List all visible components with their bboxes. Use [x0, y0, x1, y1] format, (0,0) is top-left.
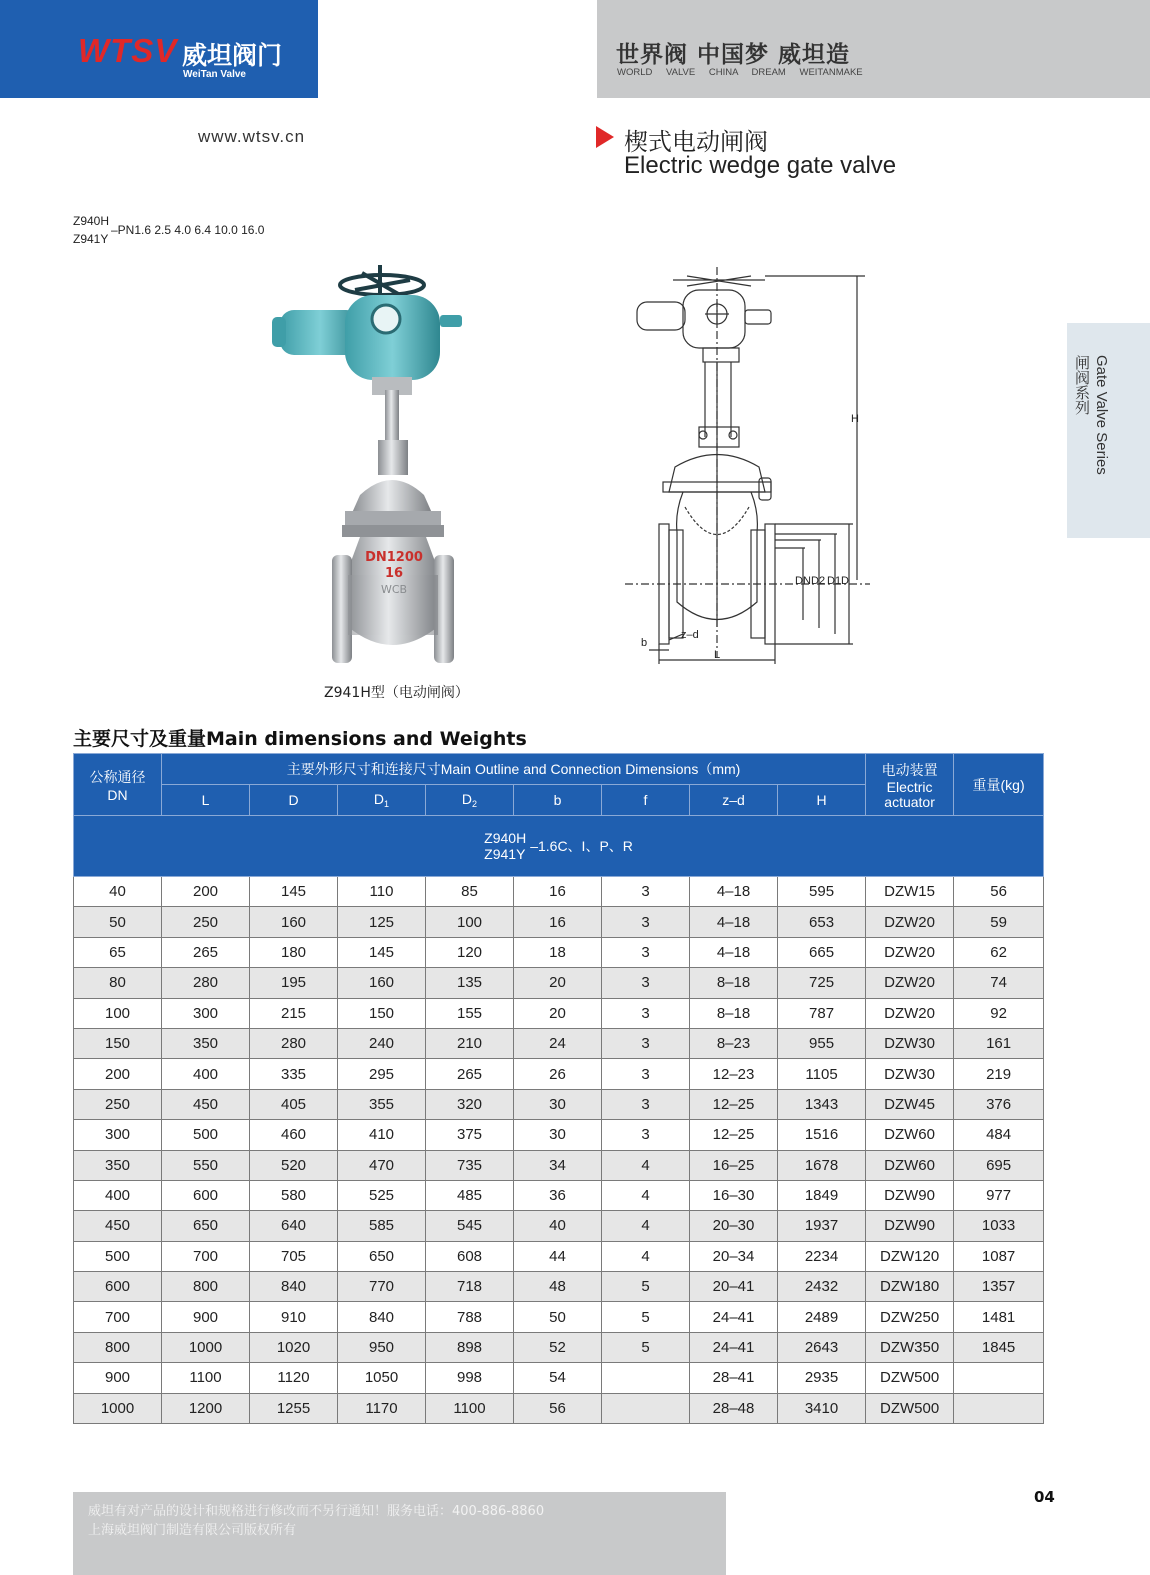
table-row [74, 907, 1044, 937]
dimensions-table [73, 753, 1044, 1424]
table-row [74, 1089, 1044, 1119]
table-cell: 460 [250, 1120, 338, 1150]
table-cell: DZW20 [866, 998, 954, 1028]
table-cell: 3 [602, 1059, 690, 1089]
table-cell: 1255 [250, 1393, 338, 1423]
table-cell: 135 [426, 968, 514, 998]
table-cell: 250 [74, 1089, 162, 1119]
table-cell: 1678 [778, 1150, 866, 1180]
slogan-english: WORLD VALVE CHINA DREAM WEITANMAKE [617, 67, 863, 78]
table-cell: 2234 [778, 1241, 866, 1271]
table-cell: 545 [426, 1211, 514, 1241]
table-cell: 300 [162, 998, 250, 1028]
table-cell: 8–18 [690, 968, 778, 998]
table-cell: 20–34 [690, 1241, 778, 1271]
table-cell: 295 [338, 1059, 426, 1089]
table-row [74, 1211, 1044, 1241]
table-cell: 160 [250, 907, 338, 937]
table-cell: 595 [778, 877, 866, 907]
table-cell: 335 [250, 1059, 338, 1089]
table-cell: 59 [954, 907, 1044, 937]
table-cell: 100 [74, 998, 162, 1028]
table-cell: 650 [338, 1241, 426, 1271]
table-cell: 4–18 [690, 907, 778, 937]
table-cell: 700 [162, 1241, 250, 1271]
table-cell: DZW350 [866, 1332, 954, 1362]
table-cell: 1170 [338, 1393, 426, 1423]
table-cell: 500 [162, 1120, 250, 1150]
table-cell: 200 [162, 877, 250, 907]
table-cell: 898 [426, 1332, 514, 1362]
table-cell: 653 [778, 907, 866, 937]
table-cell: 3 [602, 1120, 690, 1150]
footer-copyright: 上海威坦阀门制造有限公司版权所有 [88, 1523, 297, 1538]
table-cell: 155 [426, 998, 514, 1028]
table-row [74, 937, 1044, 967]
table-cell: 280 [162, 968, 250, 998]
table-cell: 120 [426, 937, 514, 967]
table-cell: 1087 [954, 1241, 1044, 1271]
table-cell: 150 [338, 998, 426, 1028]
table-row [74, 877, 1044, 907]
table-cell: 28–48 [690, 1393, 778, 1423]
table-cell: 180 [250, 937, 338, 967]
table-cell: 3 [602, 968, 690, 998]
table-cell: 219 [954, 1059, 1044, 1089]
table-cell [954, 1393, 1044, 1423]
table-cell: DZW500 [866, 1363, 954, 1393]
table-cell: 3 [602, 1028, 690, 1058]
table-cell: 998 [426, 1363, 514, 1393]
table-cell: 8–18 [690, 998, 778, 1028]
table-cell: 300 [74, 1120, 162, 1150]
table-cell [954, 1363, 1044, 1393]
table-cell: 92 [954, 998, 1044, 1028]
table-cell: 12–25 [690, 1089, 778, 1119]
table-cell: 977 [954, 1180, 1044, 1210]
header-dn-en: DN [107, 786, 128, 803]
table-cell: 54 [514, 1363, 602, 1393]
table-cell: 145 [338, 937, 426, 967]
table-cell: DZW15 [866, 877, 954, 907]
title-arrow-icon [596, 126, 614, 148]
header-f: f [602, 785, 690, 816]
table-cell: 900 [74, 1363, 162, 1393]
table-cell: 1937 [778, 1211, 866, 1241]
table-cell: 355 [338, 1089, 426, 1119]
table-cell: DZW20 [866, 968, 954, 998]
table-row [74, 1150, 1044, 1180]
table-cell: 1849 [778, 1180, 866, 1210]
table-cell: 5 [602, 1272, 690, 1302]
table-cell: 4 [602, 1150, 690, 1180]
model-z941y: Z941Y [73, 232, 109, 246]
table-cell: 4 [602, 1180, 690, 1210]
valve-dimension-drawing [625, 262, 870, 672]
table-cell: 1343 [778, 1089, 866, 1119]
side-tab-label [1067, 323, 1115, 538]
table-cell: 3 [602, 1089, 690, 1119]
header-b: b [514, 785, 602, 816]
table-cell: 320 [426, 1089, 514, 1119]
logo-chinese-name: 威坦阀门 [182, 41, 283, 70]
table-cell: 787 [778, 998, 866, 1028]
table-row [74, 1302, 1044, 1332]
table-cell: 26 [514, 1059, 602, 1089]
slogan-chinese: 世界阀 中国梦 威坦造 [616, 42, 851, 68]
table-cell: 215 [250, 998, 338, 1028]
header-d1 [338, 785, 426, 816]
table-cell: 1200 [162, 1393, 250, 1423]
table-cell: 18 [514, 937, 602, 967]
table-cell: 695 [954, 1150, 1044, 1180]
table-cell: 8–23 [690, 1028, 778, 1058]
logo-english-name: WeiTan Valve [183, 69, 246, 80]
header-zd: z–d [690, 785, 778, 816]
table-cell: 4–18 [690, 877, 778, 907]
table-cell: 36 [514, 1180, 602, 1210]
table-cell: 525 [338, 1180, 426, 1210]
header-dn [74, 754, 162, 816]
table-cell: 200 [74, 1059, 162, 1089]
table-cell: 1100 [162, 1363, 250, 1393]
table-cell: 376 [954, 1089, 1044, 1119]
table-cell: 12–25 [690, 1120, 778, 1150]
table-cell: 350 [162, 1028, 250, 1058]
table-cell: 44 [514, 1241, 602, 1271]
drawing-label-d2: D2 [811, 575, 826, 587]
table-cell: 110 [338, 877, 426, 907]
table-title: 主要尺寸及重量Main dimensions and Weights [73, 728, 527, 750]
table-cell: DZW60 [866, 1150, 954, 1180]
table-cell: 1033 [954, 1211, 1044, 1241]
table-cell: 250 [162, 907, 250, 937]
table-cell: 20 [514, 968, 602, 998]
table-row [74, 1241, 1044, 1271]
table-cell: 700 [74, 1302, 162, 1332]
table-cell: 100 [426, 907, 514, 937]
table-cell: 3 [602, 998, 690, 1028]
table-cell: 400 [162, 1059, 250, 1089]
table-cell: DZW500 [866, 1393, 954, 1423]
table-cell: DZW120 [866, 1241, 954, 1271]
header-d: D [250, 785, 338, 816]
table-cell: 34 [514, 1150, 602, 1180]
table-cell: 800 [162, 1272, 250, 1302]
table-cell: 640 [250, 1211, 338, 1241]
table-cell: 770 [338, 1272, 426, 1302]
header-actuator [866, 754, 954, 816]
table-cell: 24–41 [690, 1302, 778, 1332]
table-cell: DZW90 [866, 1211, 954, 1241]
table-cell: 1000 [162, 1332, 250, 1362]
table-cell: 485 [426, 1180, 514, 1210]
table-cell: 125 [338, 907, 426, 937]
header-weight: 重量(kg) [954, 754, 1044, 816]
table-cell: 16–30 [690, 1180, 778, 1210]
table-cell: 240 [338, 1028, 426, 1058]
table-cell: 1357 [954, 1272, 1044, 1302]
table-row [74, 1332, 1044, 1362]
table-cell: 195 [250, 968, 338, 998]
table-cell: 405 [250, 1089, 338, 1119]
table-cell: 5 [602, 1332, 690, 1362]
table-cell: 161 [954, 1028, 1044, 1058]
table-cell: 4 [602, 1211, 690, 1241]
table-cell: 2432 [778, 1272, 866, 1302]
table-cell: DZW30 [866, 1059, 954, 1089]
table-cell: 450 [162, 1089, 250, 1119]
header-d2 [426, 785, 514, 816]
table-cell: 1120 [250, 1363, 338, 1393]
header-dimension-group: 主要外形尺寸和连接尺寸Main Outline and Connection Dimensions（mm) [162, 754, 866, 785]
group-suffix: –1.6C、I、P、R [530, 838, 633, 854]
table-cell: 20–41 [690, 1272, 778, 1302]
table-cell: 24 [514, 1028, 602, 1058]
table-cell: 16 [514, 907, 602, 937]
table-cell: 3 [602, 877, 690, 907]
table-cell: 608 [426, 1241, 514, 1271]
table-cell: 3 [602, 937, 690, 967]
product-title-cn: 楔式电动闸阀 [624, 128, 768, 156]
drawing-label-d: D [841, 575, 849, 587]
table-cell: DZW60 [866, 1120, 954, 1150]
header-actuator-en2: actuator [884, 793, 935, 810]
header-d1-base: D [373, 791, 385, 807]
table-cell: 735 [426, 1150, 514, 1180]
table-cell: 265 [426, 1059, 514, 1089]
table-cell: 4 [602, 1241, 690, 1271]
header-actuator-cn: 电动装置 [881, 761, 938, 778]
header-h: H [778, 785, 866, 816]
table-cell: 280 [250, 1028, 338, 1058]
table-cell: 40 [514, 1211, 602, 1241]
model-group-row [74, 816, 1044, 877]
table-cell: 4–18 [690, 937, 778, 967]
header-l: L [162, 785, 250, 816]
footer-notice: 威坦有对产品的设计和规格进行修改而不另行通知！服务电话：400-886-8860 [88, 1504, 545, 1519]
table-cell: 1100 [426, 1393, 514, 1423]
table-row [74, 968, 1044, 998]
table-cell: 500 [74, 1241, 162, 1271]
table-cell [602, 1363, 690, 1393]
logo-wtsv: WTSV [78, 32, 178, 69]
table-body [74, 877, 1044, 1424]
table-cell [602, 1393, 690, 1423]
table-cell: 840 [338, 1302, 426, 1332]
group-model-z940h: Z940H [484, 830, 527, 846]
table-cell: 28–41 [690, 1363, 778, 1393]
table-cell: 30 [514, 1089, 602, 1119]
table-cell: 50 [74, 907, 162, 937]
table-cell: 800 [74, 1332, 162, 1362]
table-cell: 85 [426, 877, 514, 907]
table-cell: 705 [250, 1241, 338, 1271]
photo-marking-material: WCB [380, 583, 408, 596]
table-cell: DZW90 [866, 1180, 954, 1210]
table-cell: 665 [778, 937, 866, 967]
table-cell: 20 [514, 998, 602, 1028]
photo-marking-dn: DN1200 [365, 550, 423, 565]
table-cell: 725 [778, 968, 866, 998]
table-cell: 1481 [954, 1302, 1044, 1332]
table-cell: 550 [162, 1150, 250, 1180]
table-cell: 484 [954, 1120, 1044, 1150]
table-cell: 160 [338, 968, 426, 998]
table-cell: DZW45 [866, 1089, 954, 1119]
table-cell: 56 [954, 877, 1044, 907]
table-cell: 910 [250, 1302, 338, 1332]
table-cell: 2935 [778, 1363, 866, 1393]
table-cell: 74 [954, 968, 1044, 998]
table-cell: 80 [74, 968, 162, 998]
photo-marking-pn: 16 [384, 566, 404, 581]
table-cell: 50 [514, 1302, 602, 1332]
photo-caption: Z941H型（电动闸阀） [324, 685, 469, 701]
group-model-z941y: Z941Y [484, 846, 526, 862]
table-row [74, 1120, 1044, 1150]
table-row [74, 998, 1044, 1028]
drawing-label-b: b [641, 637, 648, 649]
table-cell: 600 [74, 1272, 162, 1302]
table-cell: 20–30 [690, 1211, 778, 1241]
table-cell: 265 [162, 937, 250, 967]
website-url: www.wtsv.cn [198, 127, 306, 146]
table-row [74, 1272, 1044, 1302]
table-cell: 2643 [778, 1332, 866, 1362]
table-cell: 788 [426, 1302, 514, 1332]
table-cell: DZW20 [866, 937, 954, 967]
table-cell: 12–23 [690, 1059, 778, 1089]
table-cell: DZW30 [866, 1028, 954, 1058]
table-cell: 718 [426, 1272, 514, 1302]
table-cell: 585 [338, 1211, 426, 1241]
table-cell: 40 [74, 877, 162, 907]
table-row [74, 1059, 1044, 1089]
table-cell: 3410 [778, 1393, 866, 1423]
pressure-ratings: –PN1.6 2.5 4.0 6.4 10.0 16.0 [111, 223, 265, 237]
table-cell: 56 [514, 1393, 602, 1423]
table-cell: 375 [426, 1120, 514, 1150]
table-cell: 410 [338, 1120, 426, 1150]
table-cell: DZW20 [866, 907, 954, 937]
table-cell: 1020 [250, 1332, 338, 1362]
table-cell: 450 [74, 1211, 162, 1241]
header-d2-base: D [461, 791, 473, 807]
drawing-label-h: H [851, 413, 859, 425]
table-cell: 470 [338, 1150, 426, 1180]
table-cell: 1105 [778, 1059, 866, 1089]
table-cell: 955 [778, 1028, 866, 1058]
header-actuator-en1: Electric [886, 778, 933, 795]
drawing-label-l: L [714, 649, 721, 661]
drawing-label-zd: z–d [681, 629, 699, 641]
table-cell: 48 [514, 1272, 602, 1302]
table-cell: 950 [338, 1332, 426, 1362]
table-cell: 1000 [74, 1393, 162, 1423]
table-cell: 2489 [778, 1302, 866, 1332]
table-cell: 840 [250, 1272, 338, 1302]
table-cell: 520 [250, 1150, 338, 1180]
valve-photo [270, 255, 490, 670]
table-cell: 1516 [778, 1120, 866, 1150]
side-tab-cn: 闸阀系列 [1073, 355, 1090, 415]
product-title-en: Electric wedge gate valve [624, 152, 897, 179]
table-cell: 30 [514, 1120, 602, 1150]
page-number: 04 [1034, 1488, 1055, 1506]
table-cell: 65 [74, 937, 162, 967]
table-cell: 16–25 [690, 1150, 778, 1180]
table-row [74, 1363, 1044, 1393]
table-cell: 62 [954, 937, 1044, 967]
header-d2-subscript: 2 [472, 799, 478, 809]
drawing-label-d1: D1 [827, 575, 842, 587]
table-cell: 600 [162, 1180, 250, 1210]
table-cell: 3 [602, 907, 690, 937]
table-row [74, 1028, 1044, 1058]
drawing-label-dn: DN [795, 575, 811, 587]
table-cell: 650 [162, 1211, 250, 1241]
table-cell: DZW180 [866, 1272, 954, 1302]
table-cell: 24–41 [690, 1332, 778, 1362]
table-cell: 145 [250, 877, 338, 907]
table-cell: 5 [602, 1302, 690, 1332]
table-row [74, 1393, 1044, 1423]
header-dn-cn: 公称通径 [89, 768, 146, 785]
table-cell: 16 [514, 877, 602, 907]
table-row [74, 1180, 1044, 1210]
table-cell: 900 [162, 1302, 250, 1332]
table-cell: 52 [514, 1332, 602, 1362]
table-cell: 400 [74, 1180, 162, 1210]
table-cell: 1845 [954, 1332, 1044, 1362]
table-cell: 350 [74, 1150, 162, 1180]
header-d1-subscript: 1 [384, 799, 390, 809]
table-cell: 1050 [338, 1363, 426, 1393]
table-cell: 580 [250, 1180, 338, 1210]
table-cell: 210 [426, 1028, 514, 1058]
side-tab-en: Gate Valve Series [1093, 355, 1110, 475]
table-cell: 150 [74, 1028, 162, 1058]
table-cell: DZW250 [866, 1302, 954, 1332]
model-z940h: Z940H [73, 214, 110, 228]
